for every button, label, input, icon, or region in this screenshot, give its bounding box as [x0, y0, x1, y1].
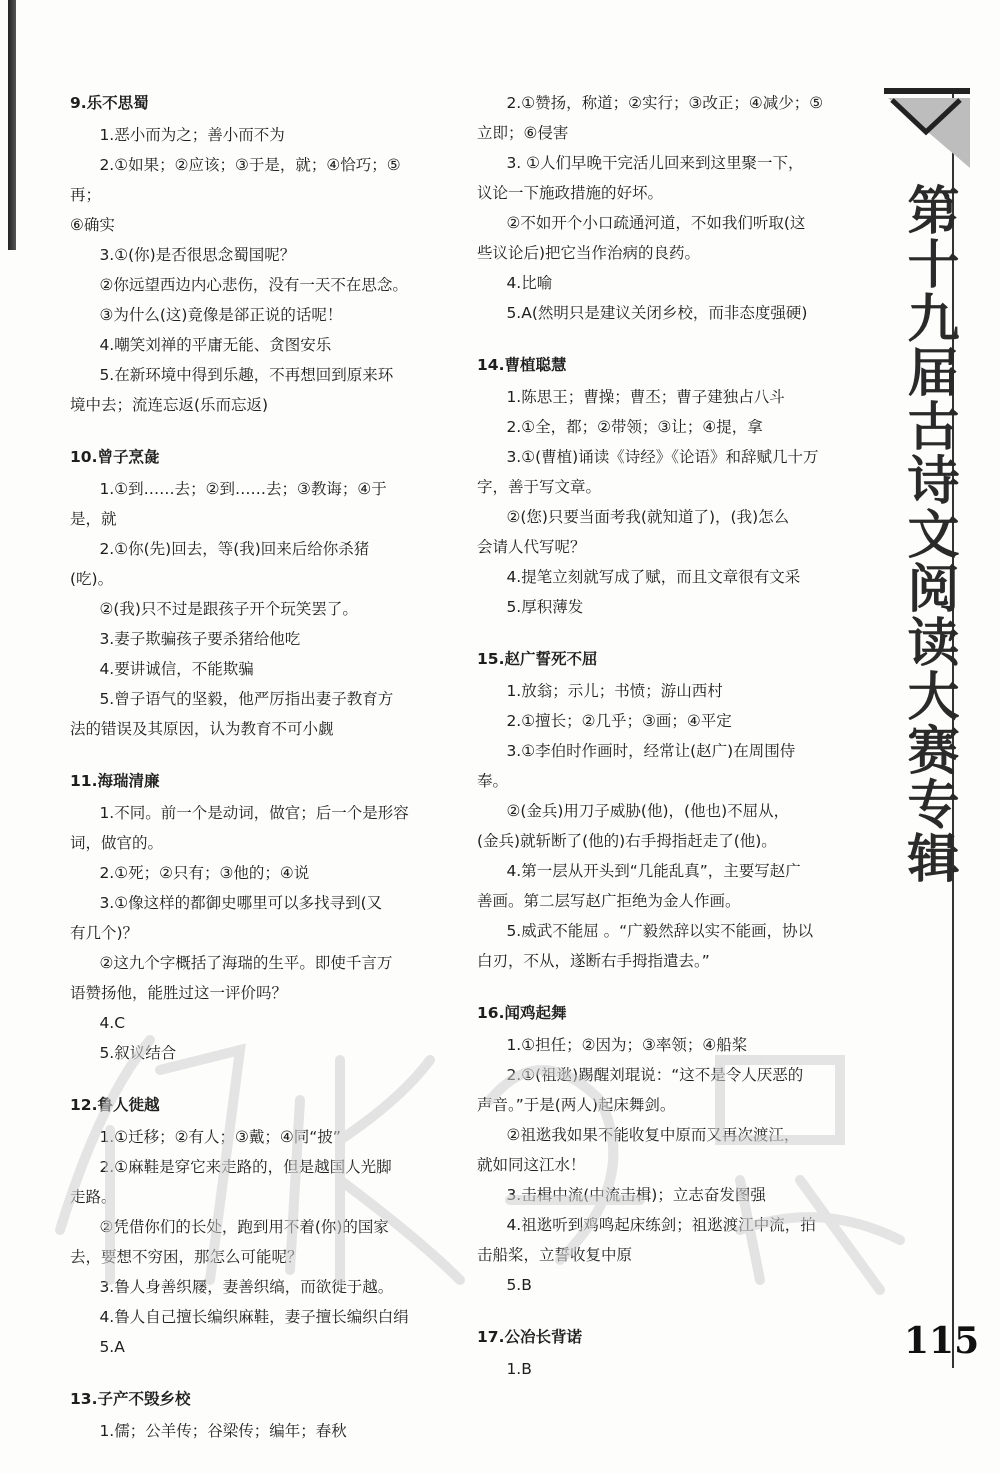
answer-line: 2.①(祖逖)踢醒刘琨说：“这不是令人厌恶的	[506, 1066, 804, 1084]
answer-line: 5.A	[99, 1338, 125, 1356]
section-11	[70, 766, 410, 1068]
answer-line: 4.嘲笑刘禅的平庸无能、贪图安乐	[99, 336, 332, 354]
answer-line: 4.鲁人自己擅长编织麻鞋，妻子擅长编织白绢	[99, 1308, 409, 1326]
answer-line: 3.鲁人身善织屦，妻善织缟，而欲徙于越。	[99, 1278, 394, 1296]
answer-line: 议论一下施政措施的好坏。	[477, 184, 664, 202]
section-title: 12.鲁人徙越	[70, 1096, 160, 1114]
answer-line: ③为什么(这)竟像是郤正说的话呢！	[99, 306, 343, 324]
answer-line: 法的错误及其原因，认为教育不可小觑	[70, 720, 334, 738]
answer-line: 4.祖逖听到鸡鸣起床练剑；祖逖渡江中流，拍	[506, 1216, 816, 1234]
answer-line: 1.①担任；②因为；③率领；④船桨	[506, 1036, 748, 1054]
answer-line: 5.威武不能屈 。“广毅然辞以实不能画，协以	[506, 922, 814, 940]
answer-line: 白刃，不从，遂断右手拇指遣去。”	[477, 952, 710, 970]
answer-line: 立即；⑥侵害	[477, 124, 569, 142]
answer-line: 3.①像这样的都御史哪里可以多找寻到(又	[99, 894, 383, 912]
answer-line: 字，善于写文章。	[477, 478, 602, 496]
answer-line: 1.①迁移；②有人；③戴；④同“披”	[99, 1128, 341, 1146]
answer-line: 1.①到……去；②到……去；③教诲；④于是，就	[70, 480, 387, 528]
section-12	[70, 1090, 410, 1362]
answer-line: 击船桨，立誓收复中原	[477, 1246, 633, 1264]
section-16	[477, 998, 832, 1300]
answer-line: 5.A(然明只是建议关闭乡校，而非态度强硬)	[506, 304, 808, 322]
answer-line: 4.要讲诚信，不能欺骗	[99, 660, 254, 678]
answer-line: 5.厚积薄发	[506, 598, 584, 616]
section-17	[477, 1322, 832, 1384]
collection-title: 第十九届古诗文阅读大赛专辑	[898, 183, 959, 885]
answer-line: 2.①如果；②应该；③于是，就；④恰巧；⑤再；	[70, 156, 401, 204]
answer-line: 走路。	[70, 1188, 117, 1206]
answer-line: 5.B	[506, 1276, 532, 1294]
right-column	[477, 88, 832, 1406]
answer-line: 3.①(你)是否很思念蜀国呢？	[99, 246, 296, 264]
answer-line: 有几个)？	[70, 924, 139, 942]
answer-line: 去，要想不穷困，那怎么可能呢？	[70, 1248, 303, 1266]
answer-line: 2.①赞扬，称道；②实行；③改正；④减少；⑤	[506, 94, 824, 112]
binding-edge	[8, 0, 16, 250]
answer-line: 3.①(曹植)诵读《诗经》《论语》和辞赋几十万	[506, 448, 819, 466]
answer-line: 1.陈思王；曹操；曹丕；曹子建独占八斗	[506, 388, 785, 406]
section-title: 15.赵广誓死不屈	[477, 650, 598, 668]
section-10	[70, 442, 410, 744]
left-column	[70, 88, 410, 1468]
answer-line: ②这九个字概括了海瑞的生平。即使千言万	[99, 954, 393, 972]
answer-line: 3. ①人们早晚干完活儿回来到这里聚一下，	[506, 154, 804, 172]
answer-line: ②不如开个小口疏通河道，不如我们听取(这	[506, 214, 806, 232]
answer-line: ⑥确实	[70, 216, 115, 234]
section-14	[477, 350, 832, 622]
section-title: 16.闻鸡起舞	[477, 1004, 567, 1022]
answer-line: 4.提笔立刻就写成了赋，而且文章很有文采	[506, 568, 801, 586]
answer-line: 善画。第二层写赵广拒绝为金人作画。	[477, 892, 741, 910]
answer-line: ②(您)只要当面考我(就知道了)，(我)怎么	[506, 508, 790, 526]
answer-line: 1.B	[506, 1360, 532, 1378]
answer-line: 声音。”于是(两人)起床舞剑。	[477, 1096, 676, 1114]
answer-line: 3.妻子欺骗孩子要杀猪给他吃	[99, 630, 301, 648]
answer-line: 4.C	[99, 1014, 126, 1032]
answer-line: 境中去；流连忘返(乐而忘返)	[70, 396, 269, 414]
corner-chevron-icon	[882, 88, 970, 176]
answer-line: 2.①擅长；②几乎；③画；④平定	[506, 712, 732, 730]
answer-line: 1.不同。前一个是动词，做官；后一个是形容	[99, 804, 409, 822]
section-9	[70, 88, 410, 420]
answer-line: 5.曾子语气的坚毅，他严厉指出妻子教育方	[99, 690, 394, 708]
answer-line: 1.放翁；示儿；书愤；游山西村	[506, 682, 723, 700]
answer-line: 1.儒；公羊传；谷梁传；编年；春秋	[99, 1422, 347, 1440]
section-title: 13.子产不毁乡校	[70, 1390, 191, 1408]
answer-line: (吃)。	[70, 570, 114, 588]
section-title: 11.海瑞清廉	[70, 772, 160, 790]
answer-line: ②(我)只不过是跟孩子开个玩笑罢了。	[99, 600, 358, 618]
answer-line: 些议论后)把它当作治病的良药。	[477, 244, 701, 262]
answer-line: 奉。	[477, 772, 509, 790]
answer-line: 语赞扬他，能胜过这一评价吗？	[70, 984, 288, 1002]
sidebar	[882, 88, 970, 1378]
answer-line: 会请人代写呢？	[477, 538, 586, 556]
answer-line: 2.①麻鞋是穿它来走路的，但是越国人光脚	[99, 1158, 392, 1176]
answer-line: 词，做官的。	[70, 834, 164, 852]
answer-line: 就如同这江水！	[477, 1156, 586, 1174]
answer-line: 1.恶小而为之；善小而不为	[99, 126, 285, 144]
answer-line: 3.①李伯时作画时，经常让(赵广)在周围侍	[506, 742, 796, 760]
answer-line: 4.第一层从开头到“几能乱真”，主要写赵广	[506, 862, 801, 880]
section-title: 9.乐不思蜀	[70, 94, 149, 112]
section-15	[477, 644, 832, 976]
answer-line: ②祖逖我如果不能收复中原而又再次渡江，	[506, 1126, 800, 1144]
section-13-continued	[477, 88, 832, 328]
page-number: 115	[904, 1320, 980, 1362]
answer-line: 3.击楫中流(中流击楫)；立志奋发图强	[506, 1186, 766, 1204]
answer-line: ②你远望西边内心悲伤，没有一天不在思念。	[99, 276, 408, 294]
section-title: 14.曹植聪慧	[477, 356, 567, 374]
section-title: 17.公冶长背诺	[477, 1328, 582, 1346]
answer-line: ②(金兵)用刀子威胁(他)，(他也)不屈从，	[506, 802, 790, 820]
answer-line: ②凭借你们的长处，跑到用不着(你)的国家	[99, 1218, 389, 1236]
answer-line: 2.①死；②只有；③他的；④说	[99, 864, 310, 882]
section-title: 10.曾子烹彘	[70, 448, 160, 466]
answer-line: 5.叙议结合	[99, 1044, 177, 1062]
answer-line: 4.比喻	[506, 274, 553, 292]
answer-line: 2.①你(先)回去，等(我)回来后给你杀猪	[99, 540, 370, 558]
answer-line: 2.①全，都；②带领；③让；④提，拿	[506, 418, 763, 436]
section-13	[70, 1384, 410, 1446]
answer-line: (金兵)就斩断了(他的)右手拇指赶走了(他)。	[477, 832, 777, 850]
answer-line: 5.在新环境中得到乐趣，不再想回到原来环	[99, 366, 394, 384]
